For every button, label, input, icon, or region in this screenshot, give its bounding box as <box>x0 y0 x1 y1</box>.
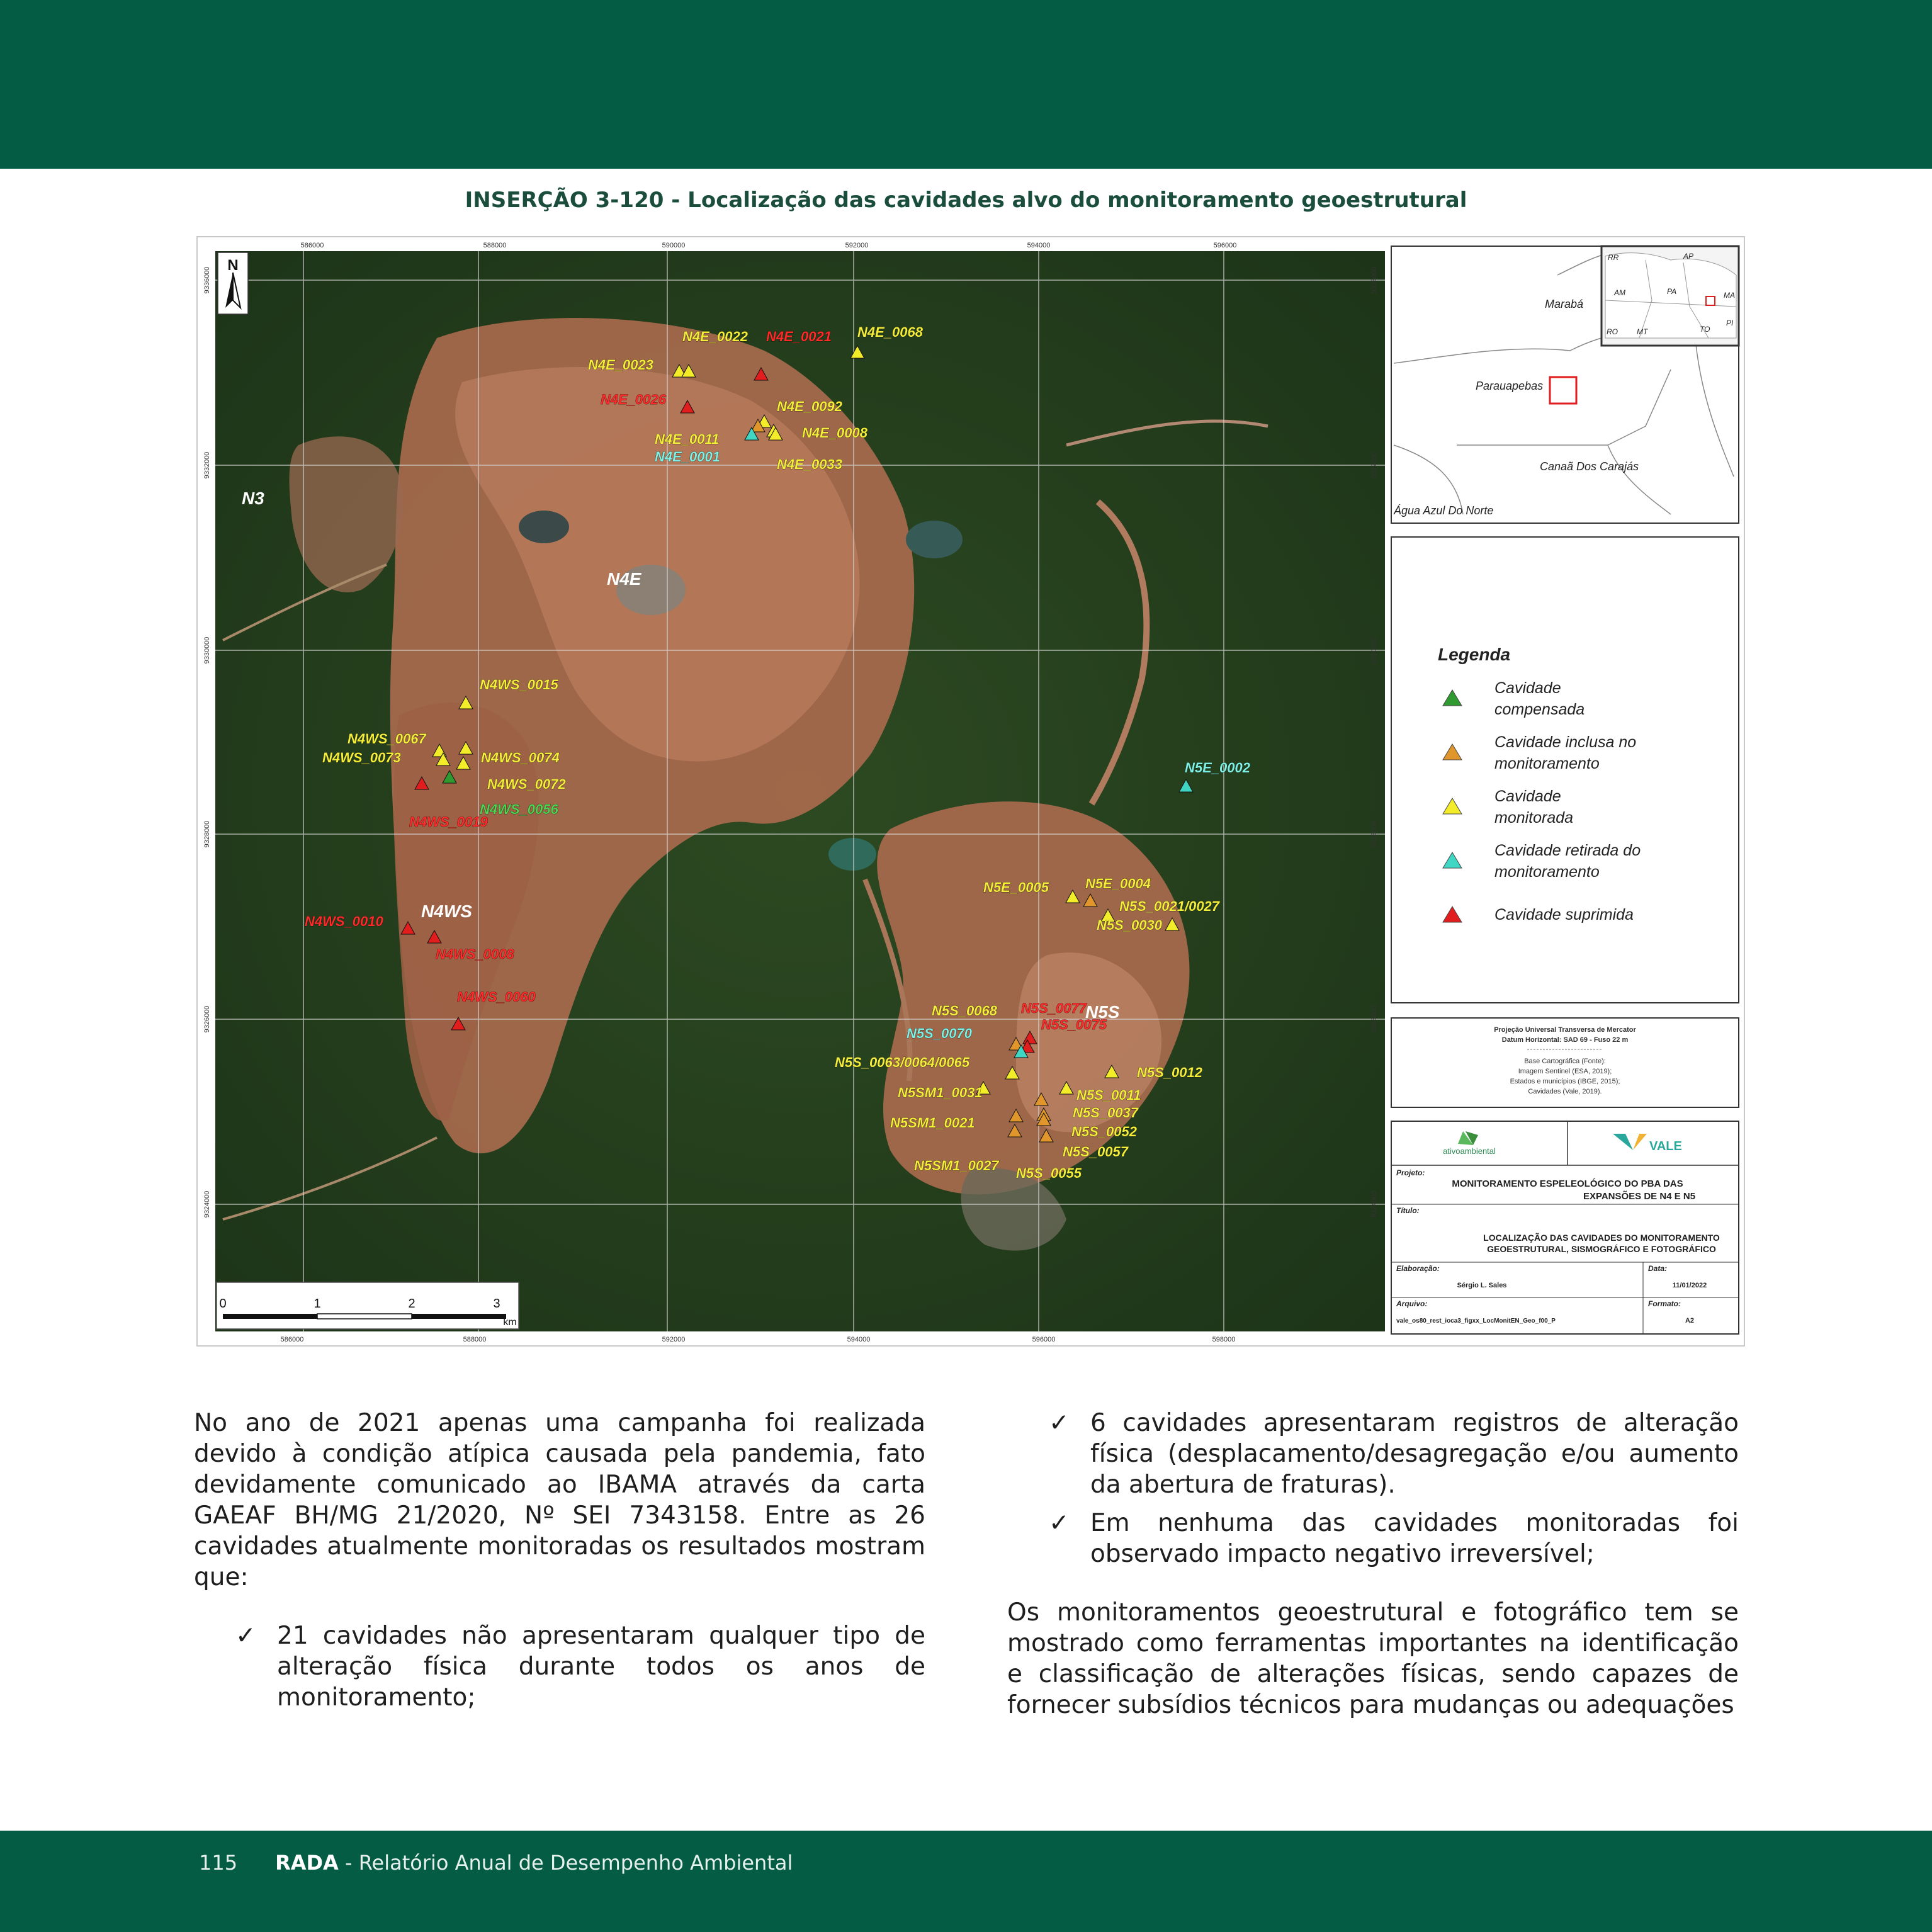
cavity-label: N5S_0063/0064/0065 <box>835 1054 970 1070</box>
legend-title: Legenda <box>1438 645 1511 664</box>
figure-title: INSERÇÃO 3-120 - Localização das cavidades alvo do monitoramento geoestrutural <box>465 188 1467 213</box>
cavity-label: N4E_0033 <box>777 456 842 472</box>
cavity-label: N4E_0023 <box>588 357 653 373</box>
legend-item-label: compensada <box>1494 701 1585 718</box>
projeto-line: MONITORAMENTO ESPELEOLÓGICO DO PBA DAS <box>1452 1178 1683 1189</box>
scale-tick: 2 <box>408 1297 415 1311</box>
cavity-label: N4E_0068 <box>857 324 923 340</box>
grid-bottom-label: 588000 <box>463 1336 487 1343</box>
bullet-text: 6 cavidades apresentaram registros de alteração física (desplacamento/desagregação e/ou aumento da abertura de fraturas). <box>1090 1409 1739 1499</box>
inset-state-label: MA <box>1724 291 1735 300</box>
map-title-block <box>1391 1121 1739 1334</box>
grid-bottom-label: 598000 <box>1212 1336 1236 1343</box>
cavity-label: N4E_0026 <box>601 392 666 407</box>
grid-top-label: 594000 <box>1027 242 1051 249</box>
grid-right-label: 9332000 <box>1370 451 1378 479</box>
cavity-label: N4WS_0067 <box>347 731 426 747</box>
formato-label: Formato: <box>1648 1299 1681 1308</box>
cavity-label: N4WS_0056 <box>480 801 558 817</box>
cavity-label: N4E_0092 <box>777 398 842 414</box>
elaboracao-value: Sérgio L. Sales <box>1457 1282 1507 1289</box>
grid-labels-left <box>203 267 211 1218</box>
cavity-label: N4WS_0072 <box>487 776 566 792</box>
formato-value: A2 <box>1685 1317 1695 1325</box>
arquivo-label: Arquivo: <box>1396 1299 1428 1308</box>
grid-top-label: 588000 <box>483 242 507 249</box>
bullet-item <box>235 1620 925 1713</box>
map-svg <box>198 237 1744 1345</box>
grid-right-label: 9328000 <box>1370 820 1378 848</box>
inset-state-label: TO <box>1700 325 1710 334</box>
projeto-line: EXPANSÕES DE N4 E N5 <box>1583 1191 1696 1202</box>
grid-left-label: 9328000 <box>203 820 211 848</box>
north-arrow-icon <box>218 252 248 314</box>
legend-item-label: Cavidade <box>1494 788 1561 805</box>
titulo-line: GEOESTRUTURAL, SISMOGRÁFICO E FOTOGRÁFICO <box>1487 1244 1716 1254</box>
scale-bar <box>217 1282 519 1329</box>
cavity-label: N4WS_0019 <box>409 814 488 830</box>
grid-top-label: 592000 <box>845 242 869 249</box>
legend-item-label: monitoramento <box>1494 863 1600 881</box>
inset-map <box>1391 246 1739 523</box>
cavity-label: N5E_0005 <box>983 879 1049 895</box>
legend-item-label: monitoramento <box>1494 755 1600 772</box>
page-number: 115 <box>199 1851 238 1875</box>
grid-right-label: 9326000 <box>1370 1005 1378 1033</box>
grid-left-label: 9332000 <box>203 451 211 479</box>
inset-state-label: AM <box>1614 288 1625 297</box>
cavity-label: N5S_0055 <box>1016 1165 1082 1181</box>
legend-item-label: Cavidade <box>1494 679 1561 697</box>
cavity-label: N5SM1_0021 <box>890 1115 975 1131</box>
cavity-label: N4E_0021 <box>766 329 832 344</box>
legend-item-label: monitorada <box>1494 809 1574 827</box>
grid-top-label: 590000 <box>662 242 686 249</box>
cavity-label: N4WS_0074 <box>481 750 560 765</box>
projection-line: Base Cartográfica (Fonte): <box>1524 1058 1606 1065</box>
cavity-label: N4E_0008 <box>802 425 867 441</box>
map-figure <box>196 236 1745 1347</box>
grid-labels-top <box>301 242 1240 249</box>
cavity-label: N4WS_0008 <box>436 946 514 962</box>
grid-right-label: 9324000 <box>1370 1190 1378 1218</box>
cavity-label: N5S_0075 <box>1041 1017 1107 1032</box>
cavity-label: N5S_0052 <box>1071 1124 1137 1139</box>
cavity-label: N4WS_0010 <box>305 913 383 929</box>
cavity-label: N5SM1_0027 <box>914 1158 999 1173</box>
projection-line: Estados e municípios (IBGE, 2015); <box>1510 1078 1620 1085</box>
grid-bottom-label: 594000 <box>847 1336 871 1343</box>
grid-right-label: 9330000 <box>1370 636 1378 664</box>
inset-state-label: PI <box>1726 319 1734 327</box>
inset-state-label: AP <box>1683 252 1694 261</box>
area-label-n4e: N4E <box>607 569 641 589</box>
logo-left-text: ativoambiental <box>1443 1146 1496 1156</box>
footer-subtitle: - Relatório Anual de Desempenho Ambiental <box>338 1851 793 1875</box>
inset-state-label: PA <box>1667 287 1677 296</box>
cavity-label: N5S_0011 <box>1076 1087 1141 1103</box>
area-label-n3: N3 <box>242 489 264 508</box>
inset-place-label: Canaã Dos Carajás <box>1540 460 1639 473</box>
footer-band <box>0 1831 1932 1932</box>
grid-left-label: 9324000 <box>203 1190 211 1218</box>
data-value: 11/01/2022 <box>1672 1282 1707 1289</box>
cavity-label: N5S_0021/0027 <box>1119 898 1220 914</box>
cavity-label: N5S_0030 <box>1097 917 1162 933</box>
cavity-label: N4E_0001 <box>655 449 720 465</box>
cavity-label: N4E_0022 <box>682 329 748 344</box>
map-legend <box>1391 537 1739 1003</box>
bullet-item <box>1049 1408 1739 1500</box>
projection-info <box>1391 1018 1739 1107</box>
inset-state-label: RR <box>1608 253 1619 262</box>
cavity-label: N4E_0011 <box>655 431 720 447</box>
cavity-label: N5E_0002 <box>1185 760 1250 776</box>
scale-unit: km <box>503 1317 517 1328</box>
check-icon: ✓ <box>1049 1409 1070 1437</box>
cavity-label: N4WS_0073 <box>322 750 401 765</box>
cavity-label: N4WS_0015 <box>480 677 558 692</box>
inset-place-label: Marabá <box>1545 298 1584 310</box>
legend-item-label: Cavidade suprimida <box>1494 906 1634 924</box>
cavity-label: N5E_0004 <box>1085 876 1151 891</box>
projeto-label: Projeto: <box>1396 1168 1425 1177</box>
grid-left-label: 9330000 <box>203 636 211 664</box>
titulo-line: LOCALIZAÇÃO DAS CAVIDADES DO MONITORAMENTO <box>1483 1233 1720 1243</box>
intro-paragraph: No ano de 2021 apenas uma campanha foi realizada devido à condição atípica causada pela pandemia, fato devidamente comunicado ao IBAMA através da carta GAEAF BH/MG 21/2020, Nº SEI 7343158. Entre as 26 cavidades atualmente monitoradas os resultados mostram que: <box>194 1409 925 1591</box>
data-label: Data: <box>1648 1264 1668 1273</box>
inset-place-label: Água Azul Do Norte <box>1394 504 1494 517</box>
legend-item-label: Cavidade retirada do <box>1494 842 1641 859</box>
right-column <box>1007 1408 1739 1720</box>
cavity-label: N5S_0077 <box>1021 1000 1087 1016</box>
check-icon: ✓ <box>235 1622 256 1650</box>
closing-paragraph: Os monitoramentos geoestrutural e fotográfico tem se mostrado como ferramentas importantes na identificação e classificação de alterações físicas, sendo capazes de fornecer subsídios técnicos para mudanças ou adequações <box>1007 1598 1739 1719</box>
grid-right-label: 9336000 <box>1370 266 1378 294</box>
bullet-text: Em nenhuma das cavidades monitoradas foi observado impacto negativo irreversível; <box>1090 1509 1739 1568</box>
area-label-n4ws: N4WS <box>421 901 472 921</box>
legend-item-label: Cavidade inclusa no <box>1494 733 1637 751</box>
grid-labels-bottom <box>281 1336 1236 1343</box>
left-column <box>194 1408 925 1713</box>
scale-tick: 0 <box>219 1297 227 1311</box>
projection-line: Cavidades (Vale, 2019). <box>1528 1088 1602 1095</box>
cavity-label: N5S_0070 <box>907 1025 972 1041</box>
projection-line: Projeção Universal Transversa de Mercator <box>1494 1026 1636 1034</box>
grid-bottom-label: 586000 <box>280 1336 304 1343</box>
check-icon: ✓ <box>1049 1509 1070 1537</box>
cavity-label: N5S_0037 <box>1073 1105 1138 1121</box>
cavity-label: N5S_0068 <box>932 1003 997 1019</box>
cavity-label: N5S_0012 <box>1137 1065 1202 1080</box>
inset-place-label: Parauapebas <box>1476 380 1544 392</box>
inset-state-label: MT <box>1637 327 1648 336</box>
cavity-label: N5S_0057 <box>1063 1144 1128 1160</box>
cavity-label: N4WS_0060 <box>457 989 536 1005</box>
logo-right-text: VALE <box>1649 1139 1682 1153</box>
grid-left-label: 9326000 <box>203 1005 211 1033</box>
grid-top-label: 586000 <box>300 242 324 249</box>
bullet-text: 21 cavidades não apresentaram qualquer tipo de alteração física durante todos os anos de monitoramento; <box>277 1622 925 1712</box>
inset-state-label: RO <box>1607 327 1618 336</box>
elaboracao-label: Elaboração: <box>1396 1264 1440 1273</box>
page-footer <box>199 1851 793 1875</box>
area-label-n5s: N5S <box>1085 1002 1120 1022</box>
footer-brand: RADA <box>275 1851 339 1875</box>
bullet-item <box>1049 1508 1739 1569</box>
north-label: N <box>227 257 239 274</box>
arquivo-value: vale_os80_rest_ioca3_figxx_LocMonitEN_Geo_f00_P <box>1396 1318 1556 1325</box>
header-band <box>0 0 1932 169</box>
scale-tick: 1 <box>314 1297 321 1311</box>
grid-bottom-label: 592000 <box>662 1336 686 1343</box>
cavity-label: N5SM1_0031 <box>898 1085 983 1100</box>
grid-left-label: 9336000 <box>203 266 211 294</box>
projection-line: Datum Horizontal: SAD 69 - Fuso 22 m <box>1501 1036 1629 1044</box>
grid-top-label: 596000 <box>1213 242 1237 249</box>
titulo-label: Título: <box>1396 1206 1420 1215</box>
grid-bottom-label: 596000 <box>1032 1336 1056 1343</box>
scale-tick: 3 <box>493 1297 500 1311</box>
projection-line: Imagem Sentinel (ESA, 2019); <box>1518 1068 1612 1075</box>
